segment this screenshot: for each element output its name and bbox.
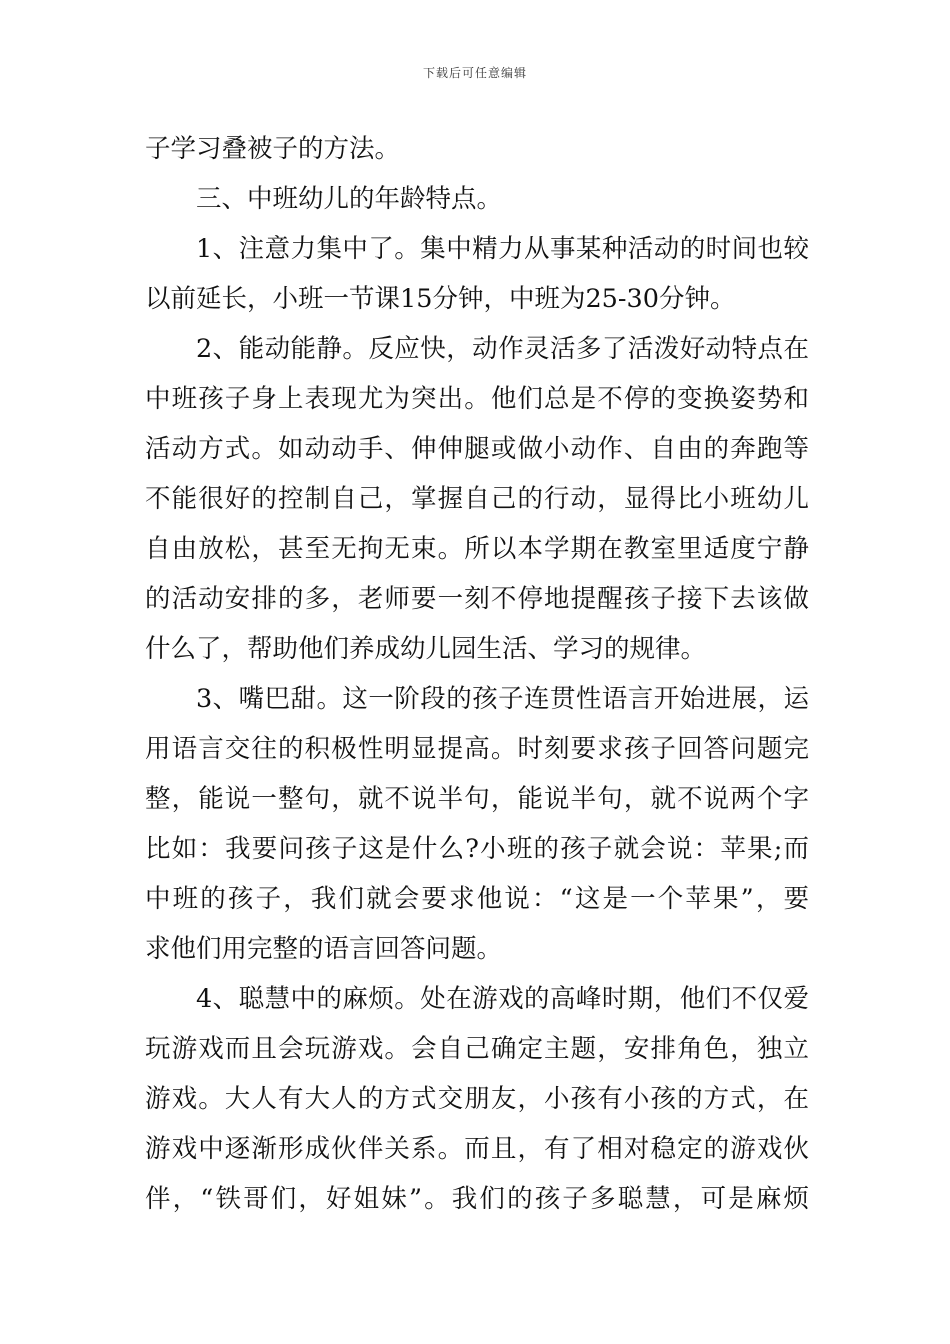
- text-line: 中班孩子身上表现尤为突出。他们总是不停的变换姿势和: [145, 384, 809, 414]
- text-line: 游戏。大人有大人的方式交朋友，小孩有小孩的方式，在: [145, 1084, 809, 1114]
- text-line: 整，能说一整句，就不说半句，能说半句，就不说两个字: [145, 784, 809, 814]
- text-line: 2、能动能静。反应快，动作灵活多了活泼好动特点在: [196, 334, 809, 364]
- text-line: 1、注意力集中了。集中精力从事某种活动的时间也较: [196, 234, 809, 264]
- text-line: 的活动安排的多，老师要一刻不停地提醒孩子接下去该做: [145, 584, 809, 614]
- text-line: 比如：我要问孩子这是什么?小班的孩子就会说：苹果;而: [145, 834, 809, 864]
- text-line: 什么了，帮助他们养成幼儿园生活、学习的规律。: [145, 634, 707, 664]
- text-line: 3、嘴巴甜。这一阶段的孩子连贯性语言开始进展，运: [196, 684, 809, 714]
- text-line: 以前延长，小班一节课15分钟，中班为25-30分钟。: [145, 284, 736, 314]
- text-line: 求他们用完整的语言回答问题。: [145, 934, 503, 964]
- text-line: 子学习叠被子的方法。: [145, 134, 401, 164]
- text-line: 伴，“铁哥们，好姐妹”。我们的孩子多聪慧，可是麻烦: [145, 1184, 809, 1214]
- section-heading: 三、中班幼儿的年龄特点。: [196, 184, 503, 214]
- text-line: 中班的孩子，我们就会要求他说：“这是一个苹果”，要: [145, 884, 809, 914]
- text-line: 玩游戏而且会玩游戏。会自己确定主题，安排角色，独立: [145, 1034, 809, 1064]
- text-line: 活动方式。如动动手、伸伸腿或做小动作、自由的奔跑等: [145, 434, 809, 464]
- text-line: 用语言交往的积极性明显提高。时刻要求孩子回答问题完: [145, 734, 809, 764]
- text-line: 4、聪慧中的麻烦。处在游戏的高峰时期，他们不仅爱: [196, 984, 809, 1014]
- text-line: 自由放松，甚至无拘无束。所以本学期在教室里适度宁静: [145, 534, 809, 564]
- text-line: 游戏中逐渐形成伙伴关系。而且，有了相对稳定的游戏伙: [145, 1134, 809, 1164]
- text-line: 不能很好的控制自己，掌握自己的行动，显得比小班幼儿: [145, 484, 809, 514]
- document-body: [145, 124, 809, 1224]
- page-header: 下载后可任意编辑: [422, 66, 527, 80]
